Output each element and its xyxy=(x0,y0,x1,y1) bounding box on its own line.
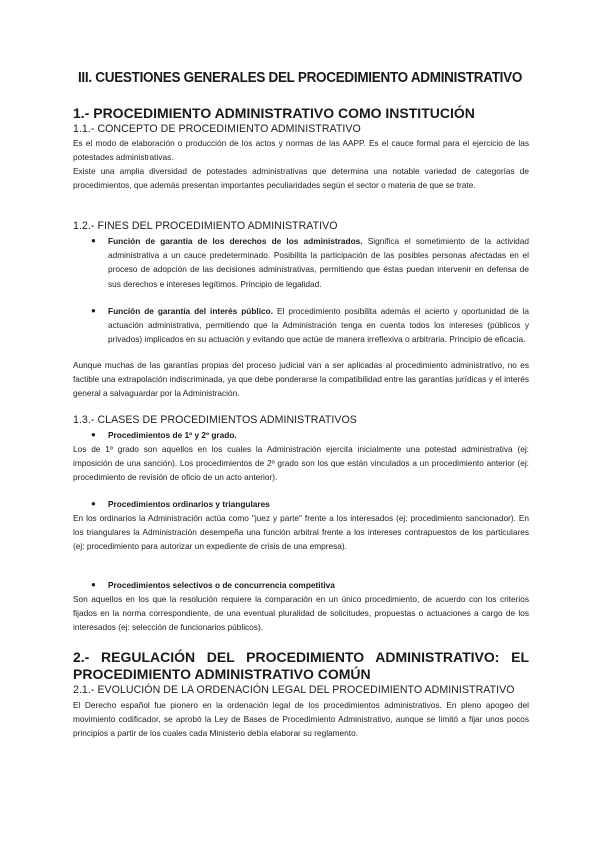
section-1-3-paragraph-1: Los de 1º grado son aquellos en los cuales la Administración ejercita inicialmente una potestad administrativa (ej: imposición de una sanción). Los procedimientos de 2º grado son los que están vinculados a un procedimiento anterior (ej: procedimiento de revisión de oficio de un acto anterior). xyxy=(73,444,529,483)
section-1-3-paragraph-2: En los ordinarios la Administración actúa como "juez y parte" frente a los interesados (ej: procedimiento sancionador). En los triangulares la Administración desempeña una función arbitral frente a los intereses contrapuestos de los particulares (ej: procedimiento para autorizar un expediente de crisis de una empresa). xyxy=(73,513,529,552)
section-1-2-paragraph: Aunque muchas de las garantías propias del proceso judicial van a ser aplicadas al procedimiento administrativo, no es factible una extrapolación indiscriminada, ya que debe ponderarse la compatibilidad entre las garantías jurídicas y el interés general a salvaguardar por la Administración. xyxy=(73,360,529,399)
bullet-public-interest xyxy=(108,304,529,347)
section-1-heading: 1.- PROCEDIMIENTO ADMINISTRATIVO COMO INSTITUCIÓN xyxy=(73,105,475,121)
section-1-2-heading: 1.2.- FINES DEL PROCEDIMIENTO ADMINISTRATIVO xyxy=(73,220,338,232)
section-1-1-paragraph-1: Es el modo de elaboración o producción de los actos y normas de las AAPP. Es el cauce formal para el ejercicio de las potestades administrativas. xyxy=(73,138,529,163)
bullet-selective: Procedimientos selectivos o de concurrencia competitiva xyxy=(108,580,335,590)
bullet-bold-label: Función de garantía de los derechos de los administrados. xyxy=(108,236,363,246)
bullet-text: Significa el sometimiento de la actividad administrativa a un cauce predeterminado. Posibilita la participación de las posibles personas afectadas en el proceso de adopción de las decisiones administrativas, permitiendo que éstas puedan intervenir en defensa de sus derechos e intereses legítimos. Principio de legalidad. xyxy=(108,236,530,289)
bullet-guarantee-rights xyxy=(108,234,529,291)
section-1-3-paragraph-3: Son aquellos en los que la resolución requiere la comparación en un único procedimiento, de acuerdo con los criterios fijados en la norma correspondiente, de una eventual pluralidad de solicitudes, propuestas o actuaciones a cargo de los interesados (ej: selección de funcionarios públicos). xyxy=(73,594,529,633)
bullet-text: El procedimiento posibilita además el acierto y oportunidad de la actuación administrativa, permitiendo que la Administración tenga en cuenta todos los intereses (públicos y privados) implicados en su actuación y evitando que actúe de manera irreflexiva o arbitraria. Principio de eficacia. xyxy=(108,306,529,345)
bullet-first-second-grade: Procedimientos de 1º y 2º grado. xyxy=(108,430,237,440)
bullet-icon: ● xyxy=(91,580,96,589)
bullet-ordinary-triangular: Procedimientos ordinarios y triangulares xyxy=(108,499,270,509)
section-1-1-paragraph-2: Existe una amplia diversidad de potestades administrativas que determina una notable variedad de categorías de procedimientos, que además presentan importantes peculiaridades según el sector o materia de que se trate. xyxy=(73,166,529,191)
bullet-icon: ● xyxy=(91,306,96,315)
document-title: III. CUESTIONES GENERALES DEL PROCEDIMIENTO ADMINISTRATIVO xyxy=(77,70,523,86)
bullet-icon: ● xyxy=(91,236,96,245)
section-2-1-paragraph: El Derecho español fue pionero en la ordenación legal de los procedimientos administrativos. En pleno apogeo del movimiento codificador, se aprobó la Ley de Bases de Procedimiento Administrativo, aunque se limitó a fijar unos pocos principios a partir de los cuales cada Ministerio debía elaborar su reglamento. xyxy=(73,700,529,739)
bullet-bold-label: Función de garantía del interés público. xyxy=(108,306,274,316)
section-1-3-heading: 1.3.- CLASES DE PROCEDIMIENTOS ADMINISTRATIVOS xyxy=(73,414,357,426)
section-2-heading: 2.- REGULACIÓN DEL PROCEDIMIENTO ADMINISTRATIVO: EL PROCEDIMIENTO ADMINISTRATIVO COMÚN xyxy=(73,649,529,682)
bullet-icon: ● xyxy=(91,430,96,439)
section-1-1-heading: 1.1.- CONCEPTO DE PROCEDIMIENTO ADMINISTRATIVO xyxy=(73,123,361,135)
bullet-icon: ● xyxy=(91,499,96,508)
section-2-1-heading: 2.1.- EVOLUCIÓN DE LA ORDENACIÓN LEGAL DEL PROCEDIMIENTO ADMINISTRATIVO xyxy=(73,684,515,696)
